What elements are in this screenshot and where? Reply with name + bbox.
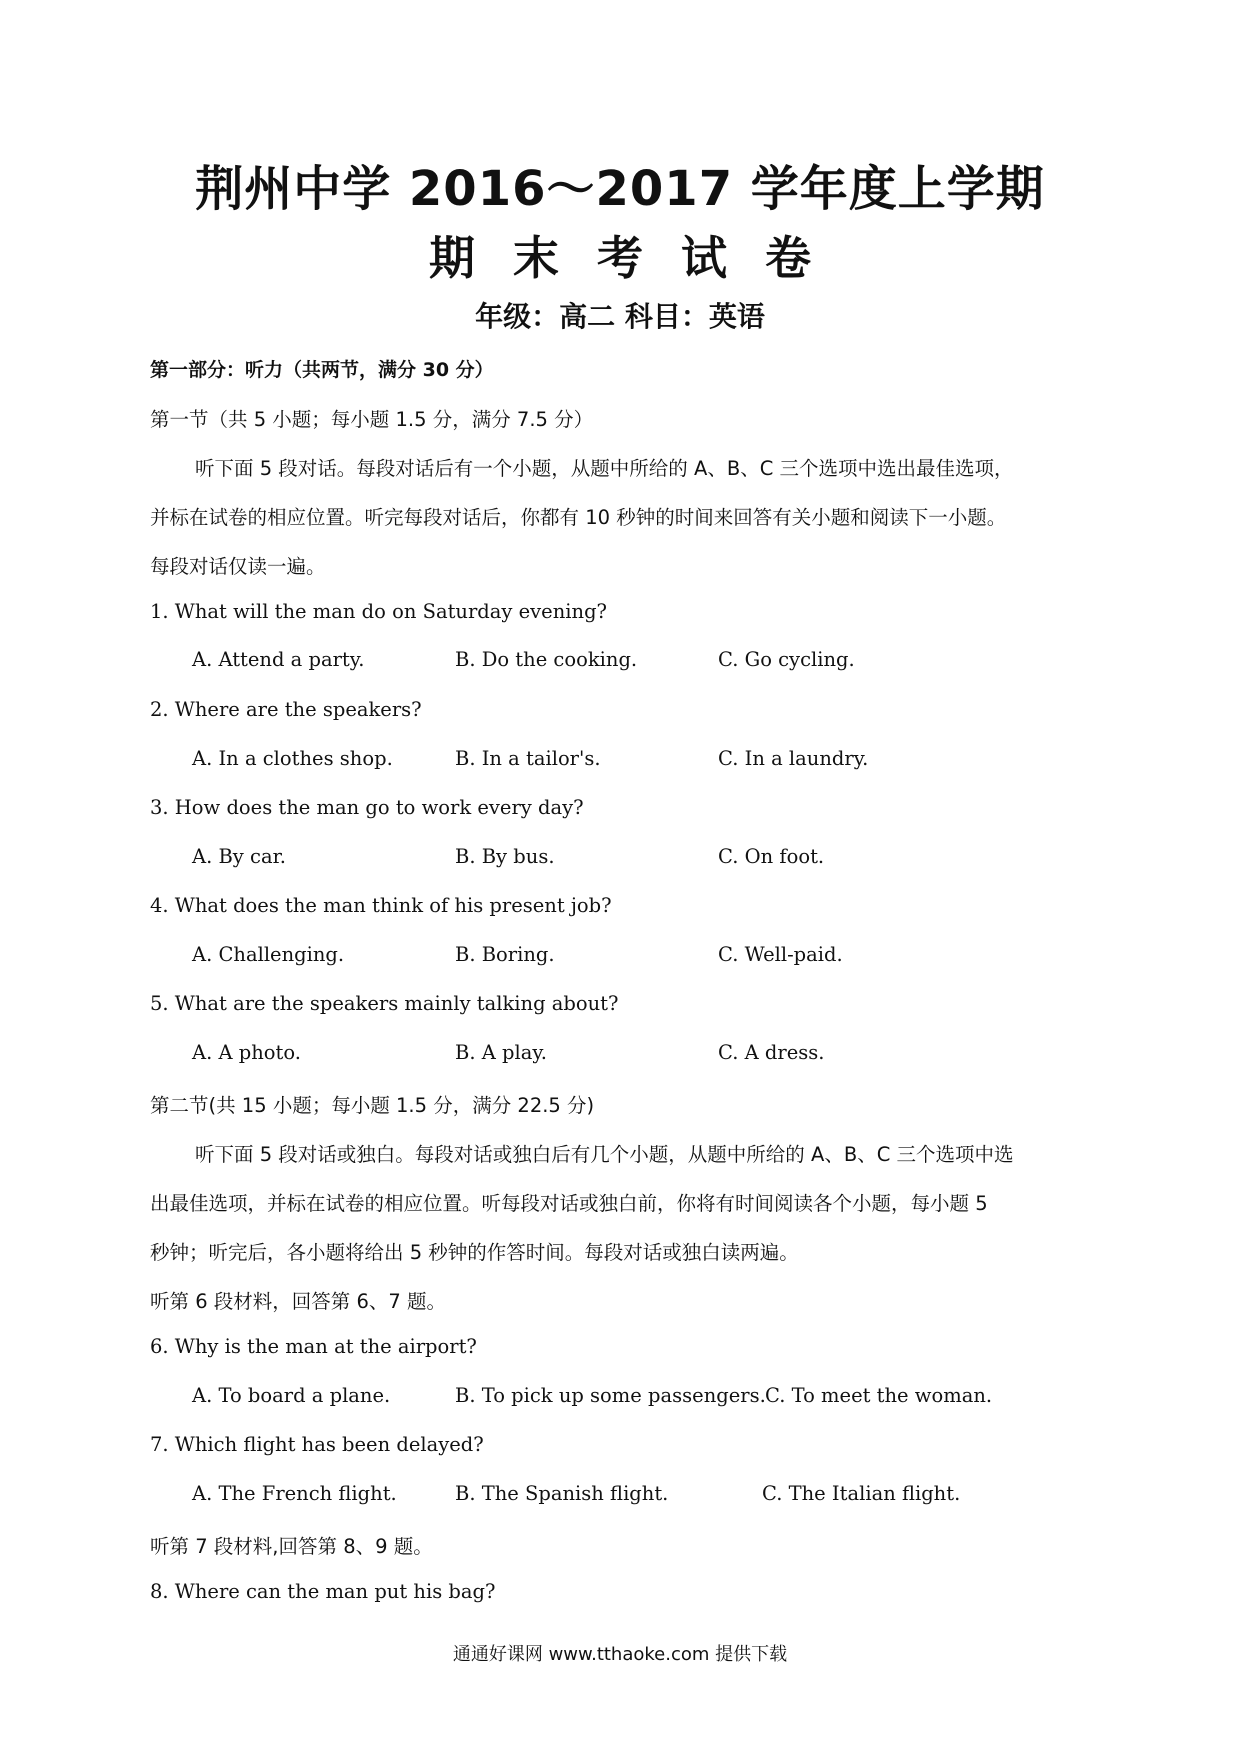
section2-instruction-line: 出最佳选项，并标在试卷的相应位置。听每段对话或独白前，你将有时间阅读各个小题，每小题 5	[150, 1192, 988, 1215]
option-a: A. A photo.	[192, 1041, 301, 1064]
option-a: A. In a clothes shop.	[192, 747, 393, 770]
material-heading: 听第 6 段材料，回答第 6、7 题。	[150, 1290, 447, 1313]
option-c: C. A dress.	[718, 1041, 825, 1064]
exam-title: 荆州中学 2016～2017 学年度上学期	[195, 161, 1045, 217]
option-a: A. Attend a party.	[192, 648, 365, 671]
exam-subtitle: 期末考试卷	[429, 231, 849, 285]
option-a: A. The French flight.	[192, 1482, 397, 1505]
section1-instruction-line: 听下面 5 段对话。每段对话后有一个小题，从题中所给的 A、B、C 三个选项中选出最佳选项，	[195, 457, 1014, 480]
option-c: C. Well-paid.	[718, 943, 843, 966]
option-b: B. To pick up some passengers.	[455, 1384, 766, 1407]
question-text: 3. How does the man go to work every day?	[150, 796, 584, 819]
section2-heading: 第二节(共 15 小题；每小题 1.5 分，满分 22.5 分)	[150, 1094, 595, 1117]
option-b: B. In a tailor's.	[455, 747, 601, 770]
question-text: 5. What are the speakers mainly talking about?	[150, 992, 619, 1015]
option-c: C. To meet the woman.	[765, 1384, 993, 1407]
question-text: 4. What does the man think of his present job?	[150, 894, 612, 917]
option-c: C. On foot.	[718, 845, 825, 868]
option-c: C. The Italian flight.	[762, 1482, 961, 1505]
option-b: B. By bus.	[455, 845, 555, 868]
section1-heading: 第一节（共 5 小题；每小题 1.5 分，满分 7.5 分）	[150, 408, 594, 431]
material-heading: 听第 7 段材料,回答第 8、9 题。	[150, 1535, 433, 1558]
question-text: 2. Where are the speakers?	[150, 698, 422, 721]
option-a: A. To board a plane.	[192, 1384, 391, 1407]
section2-instruction-line: 秒钟；听完后，各小题将给出 5 秒钟的作答时间。每段对话或独白读两遍。	[150, 1241, 799, 1264]
part1-heading: 第一部分：听力（共两节，满分 30 分）	[150, 359, 494, 381]
option-b: B. A play.	[455, 1041, 547, 1064]
option-b: B. The Spanish flight.	[455, 1482, 669, 1505]
grade-subject: 年级：高二 科目：英语	[475, 300, 765, 333]
option-a: A. Challenging.	[192, 943, 345, 966]
question-text: 8. Where can the man put his bag?	[150, 1580, 496, 1603]
question-text: 6. Why is the man at the airport?	[150, 1335, 477, 1358]
section1-instruction-line: 每段对话仅读一遍。	[150, 555, 326, 578]
page-footer: 通通好课网 www.tthaoke.com 提供下载	[452, 1644, 788, 1665]
section2-instruction-line: 听下面 5 段对话或独白。每段对话或独白后有几个小题，从题中所给的 A、B、C 三个选项中选	[195, 1143, 1014, 1166]
question-text: 7. Which flight has been delayed?	[150, 1433, 484, 1456]
option-c: C. Go cycling.	[718, 648, 855, 671]
section1-instruction-line: 并标在试卷的相应位置。听完每段对话后，你都有 10 秒钟的时间来回答有关小题和阅读下一小题。	[150, 506, 1007, 529]
option-a: A. By car.	[192, 845, 286, 868]
option-c: C. In a laundry.	[718, 747, 869, 770]
option-b: B. Boring.	[455, 943, 555, 966]
question-text: 1. What will the man do on Saturday evening?	[150, 600, 608, 623]
option-b: B. Do the cooking.	[455, 648, 638, 671]
